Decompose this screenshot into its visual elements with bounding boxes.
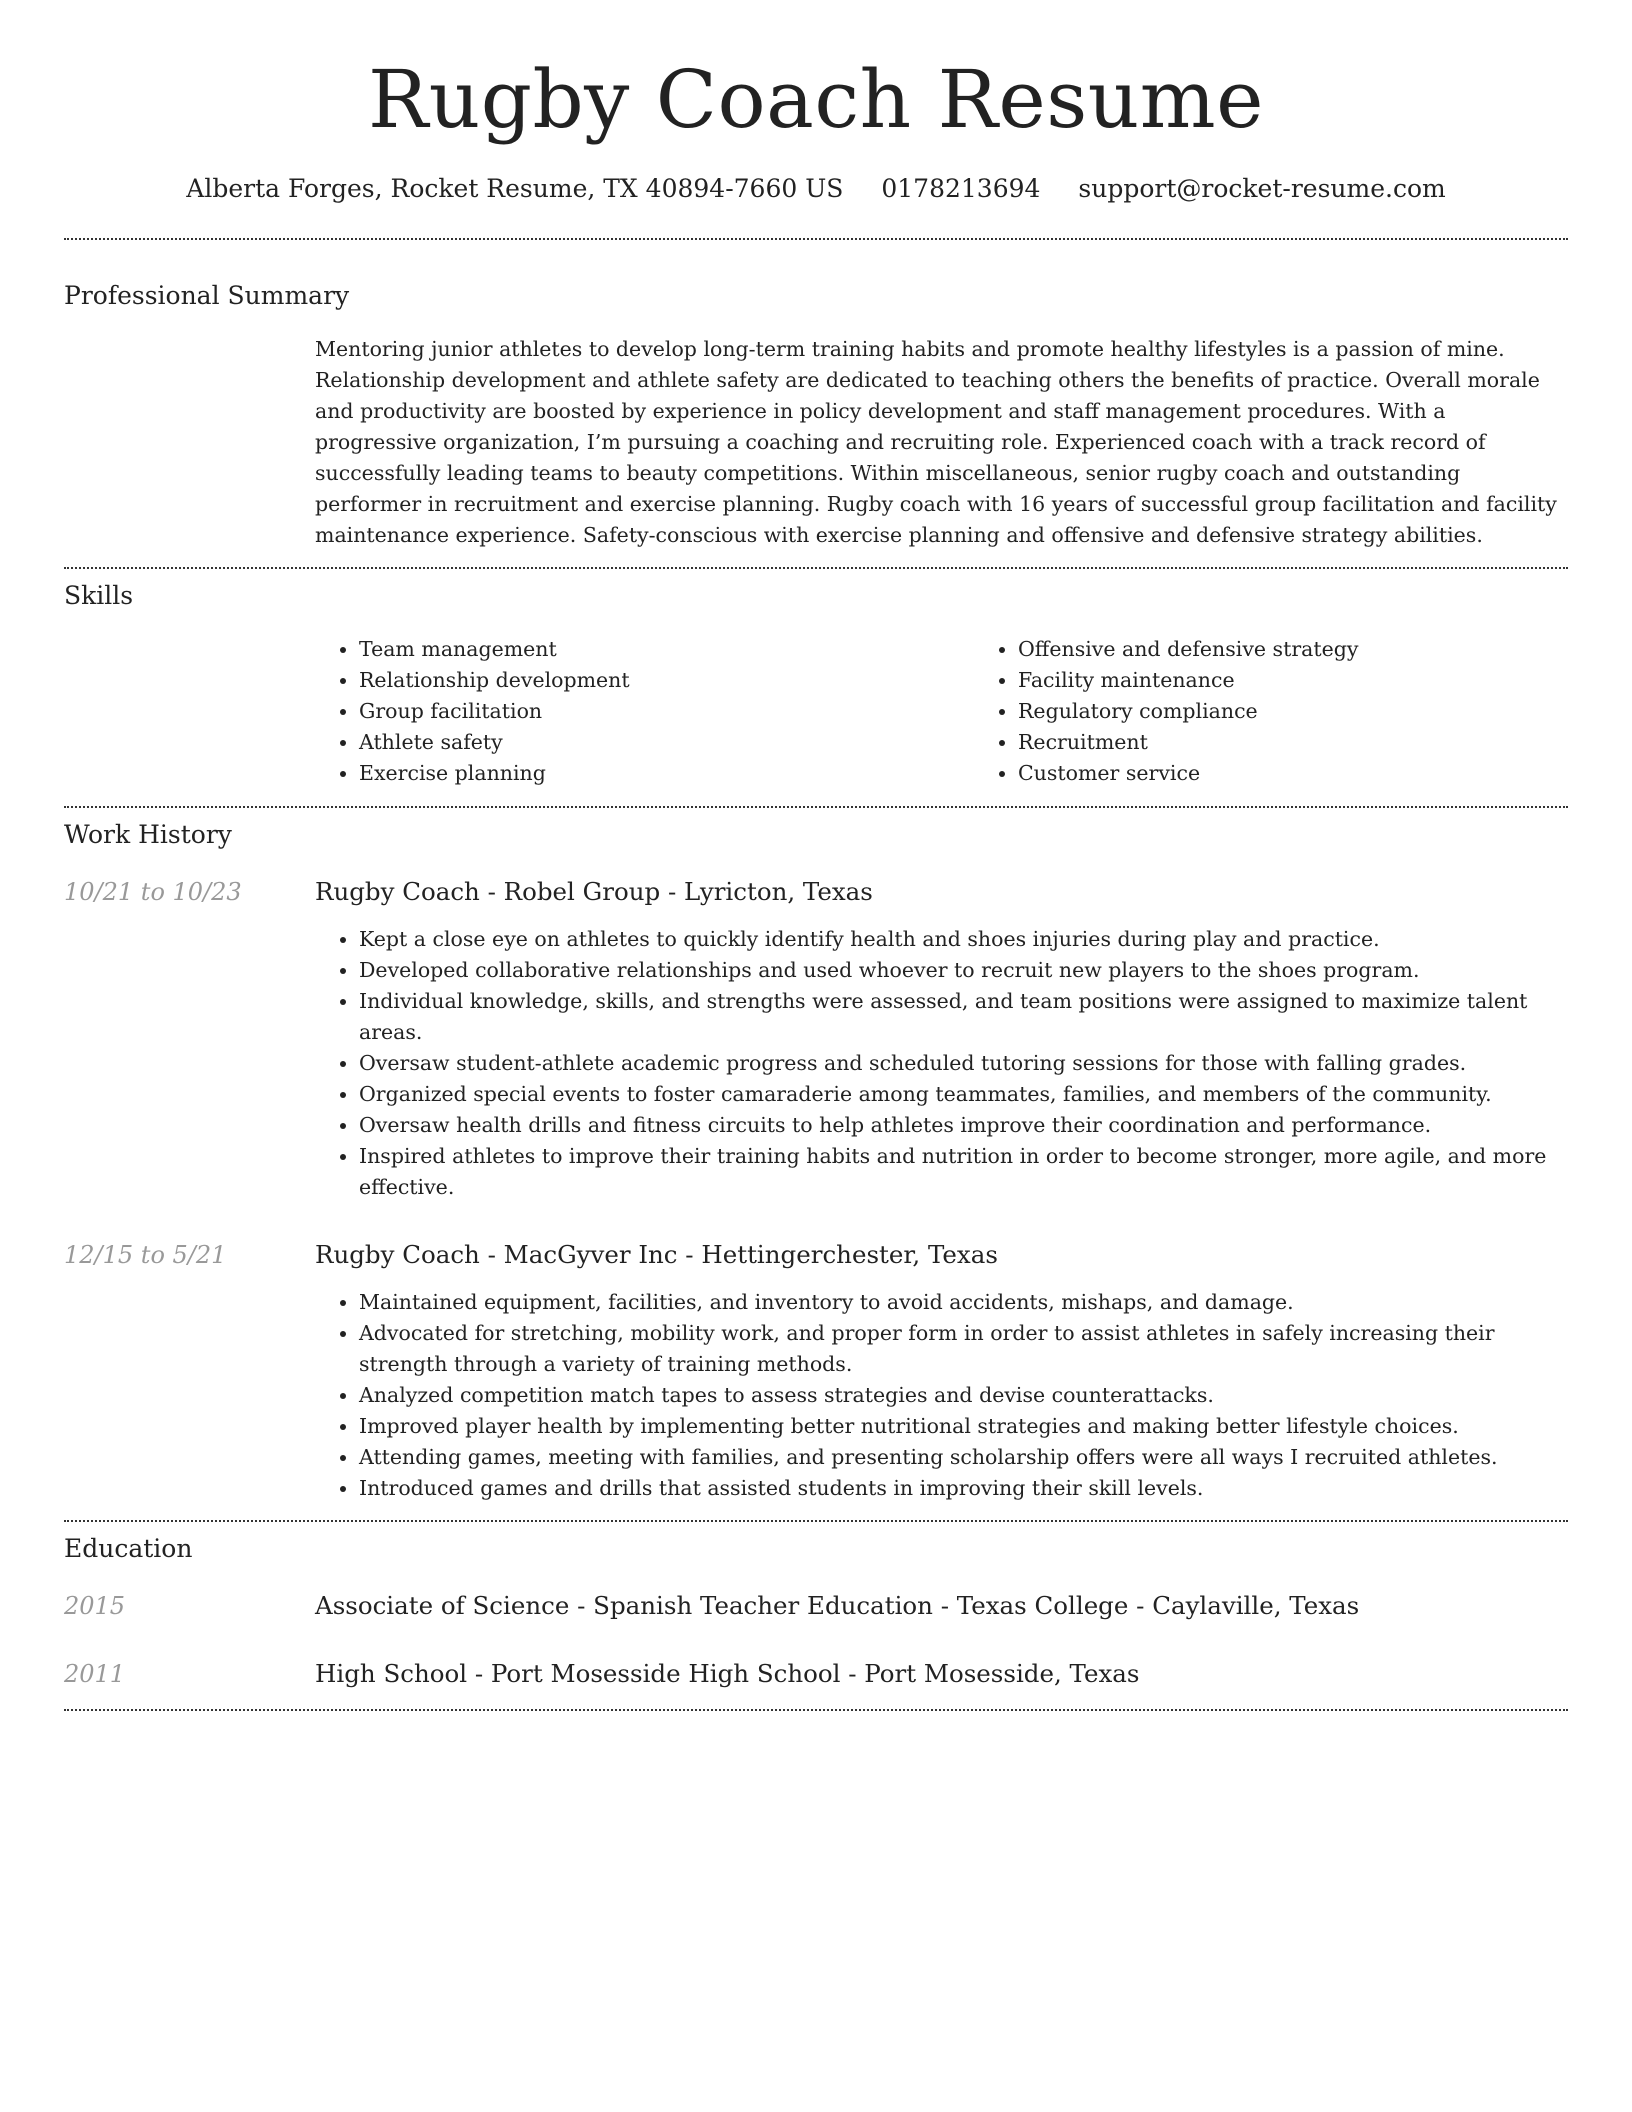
job-entry xyxy=(64,1239,1568,1504)
job-bullets xyxy=(315,924,1568,1203)
skill-item: • Group facilitation xyxy=(359,696,974,727)
job-bullet: • Developed collaborative relationships and used whoever to recruit new players to the shoes program. xyxy=(359,955,1568,986)
education-entry xyxy=(64,1658,1568,1690)
job-bullet: • Individual knowledge, skills, and strengths were assessed, and team positions were assigned to maximize talent areas. xyxy=(359,986,1568,1048)
summary-heading: Professional Summary xyxy=(64,281,350,310)
job-title: Rugby Coach - Robel Group - Lyricton, Texas xyxy=(315,877,873,906)
skills-list-left xyxy=(315,634,974,789)
skill-item: • Recruitment xyxy=(1018,727,1632,758)
contact-email: support@rocket-resume.com xyxy=(1078,174,1446,203)
skill-item: • Customer service xyxy=(1018,758,1632,789)
skill-item: • Relationship development xyxy=(359,665,974,696)
divider xyxy=(64,1520,1568,1522)
job-bullet: • Maintained equipment, facilities, and inventory to avoid accidents, mishaps, and damage. xyxy=(359,1287,1568,1318)
skill-item: • Facility maintenance xyxy=(1018,665,1632,696)
divider xyxy=(64,1709,1568,1711)
education-year: 2015 xyxy=(64,1592,126,1620)
summary-section xyxy=(64,280,1568,551)
skills-heading: Skills xyxy=(64,581,134,610)
skill-item: • Athlete safety xyxy=(359,727,974,758)
job-dates: 10/21 to 10/23 xyxy=(64,878,242,906)
skill-item: • Exercise planning xyxy=(359,758,974,789)
divider xyxy=(64,238,1568,240)
education-heading: Education xyxy=(64,1534,193,1563)
skill-item: • Regulatory compliance xyxy=(1018,696,1632,727)
job-bullet: • Introduced games and drills that assisted students in improving their skill levels. xyxy=(359,1473,1568,1504)
work-section xyxy=(64,819,1568,1504)
education-title: High School - Port Mosesside High School - Port Mosesside, Texas xyxy=(315,1659,1140,1688)
education-section xyxy=(64,1533,1568,1690)
skills-section xyxy=(64,580,1568,789)
divider xyxy=(64,567,1568,569)
job-bullet: • Improved player health by implementing better nutritional strategies and making better lifestyle choices. xyxy=(359,1411,1568,1442)
job-dates: 12/15 to 5/21 xyxy=(64,1241,227,1269)
contact-line xyxy=(64,174,1568,204)
job-bullet: • Organized special events to foster camaraderie among teammates, families, and members of the community. xyxy=(359,1079,1568,1110)
divider xyxy=(64,806,1568,808)
summary-text: Mentoring junior athletes to develop long-term training habits and promote healthy lifestyles is a passion of mine. Relationship development and athlete safety are dedicated to teaching others the benefits of practice. Overall morale and productivity are boosted by experience in policy development and staff management procedures. With a progressive organization, I’m pursuing a coaching and recruiting role. Experienced coach with a track record of successfully leading teams to beauty competitions. Within miscellaneous, senior rugby coach and outstanding performer in recruitment and exercise planning. Rugby coach with 16 years of successful group facilitation and facility maintenance experience. Safety-conscious with exercise planning and offensive and defensive strategy abilities. xyxy=(315,337,1557,547)
resume-page xyxy=(64,0,1568,1711)
contact-address: Alberta Forges, Rocket Resume, TX 40894-7660 US xyxy=(186,174,844,203)
work-heading: Work History xyxy=(64,820,232,849)
job-bullet: • Oversaw student-athlete academic progress and scheduled tutoring sessions for those with falling grades. xyxy=(359,1048,1568,1079)
education-entry xyxy=(64,1590,1568,1622)
job-entry xyxy=(64,876,1568,1203)
resume-title: Rugby Coach Resume xyxy=(368,53,1264,146)
contact-phone: 0178213694 xyxy=(881,174,1041,203)
job-bullets xyxy=(315,1287,1568,1504)
education-year: 2011 xyxy=(64,1660,126,1688)
job-bullet: • Attending games, meeting with families, and presenting scholarship offers were all ways I recruited athletes. xyxy=(359,1442,1568,1473)
job-bullet: • Oversaw health drills and fitness circuits to help athletes improve their coordination and performance. xyxy=(359,1110,1568,1141)
job-bullet: • Analyzed competition match tapes to assess strategies and devise counterattacks. xyxy=(359,1380,1568,1411)
job-title: Rugby Coach - MacGyver Inc - Hettingerchester, Texas xyxy=(315,1240,998,1269)
job-bullet: • Advocated for stretching, mobility work, and proper form in order to assist athletes in safely increasing their strength through a variety of training methods. xyxy=(359,1318,1568,1380)
skill-item: • Offensive and defensive strategy xyxy=(1018,634,1632,665)
job-bullet: • Kept a close eye on athletes to quickly identify health and shoes injuries during play and practice. xyxy=(359,924,1568,955)
skill-item: • Team management xyxy=(359,634,974,665)
skills-spacer xyxy=(64,634,315,789)
education-title: Associate of Science - Spanish Teacher Education - Texas College - Caylaville, Texas xyxy=(315,1591,1360,1620)
summary-spacer xyxy=(64,334,315,551)
skills-list-right xyxy=(974,634,1632,789)
job-bullet: • Inspired athletes to improve their training habits and nutrition in order to become stronger, more agile, and more effective. xyxy=(359,1141,1568,1203)
